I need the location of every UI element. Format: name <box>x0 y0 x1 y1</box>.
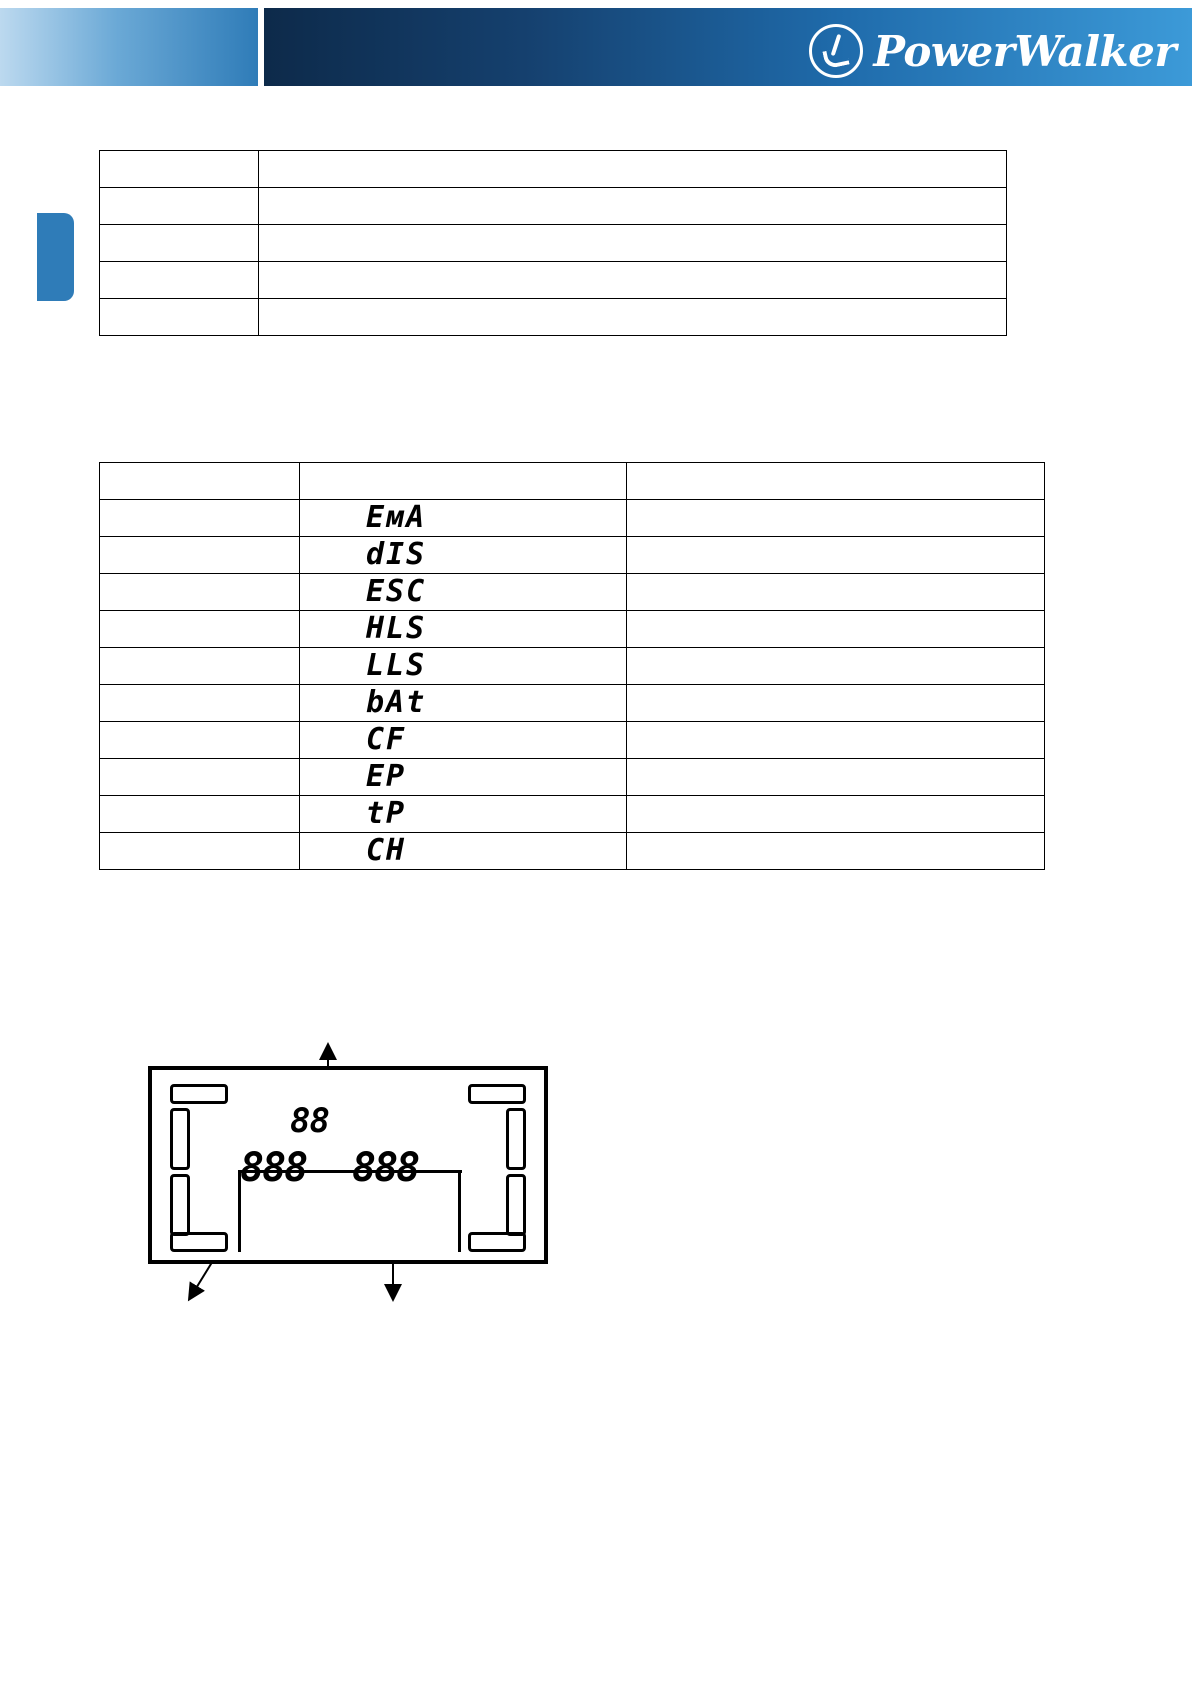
table-two-cell-label <box>100 537 300 574</box>
lcd-code-text: LLS <box>366 648 427 683</box>
table-two-cell-code <box>300 537 627 574</box>
lcd-code-text: EP <box>366 759 407 794</box>
page-side-tab <box>37 213 74 301</box>
lcd-corner-segment <box>468 1232 526 1252</box>
table-two-cell-desc <box>627 611 1045 648</box>
lcd-panel <box>148 1066 548 1264</box>
lcd-corner-segment <box>170 1108 190 1170</box>
table-header-row <box>100 463 1045 500</box>
table-two-cell-label <box>100 648 300 685</box>
table-two-cell-code <box>300 833 627 870</box>
table-two-cell-code <box>300 685 627 722</box>
table-two-cell-label <box>100 759 300 796</box>
table-one-cell-value <box>259 299 1007 336</box>
table-row <box>100 759 1045 796</box>
table-two-cell-label <box>100 722 300 759</box>
table-one-cell-value <box>259 262 1007 299</box>
table-row <box>100 537 1045 574</box>
table-two-cell-code <box>300 500 627 537</box>
table-two-cell-desc <box>627 574 1045 611</box>
table-two-header-cell <box>627 463 1045 500</box>
table-one <box>99 150 1007 336</box>
table-two-cell-label <box>100 500 300 537</box>
lcd-divider-right <box>458 1170 461 1252</box>
table-one-cell-label <box>100 262 259 299</box>
table-two-cell-label <box>100 833 300 870</box>
table-row <box>100 722 1045 759</box>
table-two-cell-desc <box>627 796 1045 833</box>
table-two-header-cell <box>300 463 627 500</box>
table-row <box>100 833 1045 870</box>
page-header <box>0 0 1192 95</box>
lcd-corner-segment <box>170 1232 228 1252</box>
table-two-cell-desc <box>627 833 1045 870</box>
lcd-code-text: tP <box>366 796 407 831</box>
lcd-corner-segment <box>506 1108 526 1170</box>
table-row <box>100 796 1045 833</box>
table-two-cell-desc <box>627 722 1045 759</box>
lcd-display-diagram <box>148 1040 568 1310</box>
lcd-code-text: CH <box>366 833 407 868</box>
table-two-cell-label <box>100 685 300 722</box>
table-two-cell-desc <box>627 500 1045 537</box>
lcd-code-text: EмA <box>366 500 427 535</box>
table-one-cell-label <box>100 225 259 262</box>
table-row <box>100 648 1045 685</box>
table-two-cell-label <box>100 611 300 648</box>
table-row <box>100 574 1045 611</box>
table-two-cell-code <box>300 648 627 685</box>
table-row <box>100 611 1045 648</box>
table-row <box>100 685 1045 722</box>
brand-name: PowerWalker <box>873 26 1176 76</box>
table-two-cell-code <box>300 759 627 796</box>
lcd-corner-segment <box>170 1084 228 1104</box>
table-one-cell-value <box>259 188 1007 225</box>
table-row <box>100 188 1007 225</box>
table-one-cell-label <box>100 188 259 225</box>
table-one-cell-value <box>259 151 1007 188</box>
brand-logo <box>809 24 1176 78</box>
lcd-code-text: HLS <box>366 611 427 646</box>
lcd-left-segment-value: 888 <box>240 1145 307 1191</box>
table-two-cell-code <box>300 611 627 648</box>
table-one-cell-label <box>100 299 259 336</box>
table-two-cell-label <box>100 574 300 611</box>
lcd-code-text: dIS <box>366 537 427 572</box>
table-two-cell-code <box>300 722 627 759</box>
table-row <box>100 225 1007 262</box>
table-two-cell-label <box>100 796 300 833</box>
table-row <box>100 299 1007 336</box>
lcd-code-text: CF <box>366 722 407 757</box>
powerwalker-logo-icon <box>809 24 863 78</box>
table-two-cell-desc <box>627 648 1045 685</box>
table-row <box>100 262 1007 299</box>
table-two-header-cell <box>100 463 300 500</box>
table-two-cell-code <box>300 574 627 611</box>
lcd-code-text: ESC <box>366 574 427 609</box>
table-two-cell-code <box>300 796 627 833</box>
lcd-top-segment-value: 88 <box>290 1101 329 1141</box>
lcd-code-text: bAt <box>366 685 427 720</box>
table-two-cell-desc <box>627 537 1045 574</box>
table-one-cell-value <box>259 225 1007 262</box>
lcd-corner-segment <box>170 1174 190 1236</box>
lcd-corner-segment <box>468 1084 526 1104</box>
table-two-cell-desc <box>627 759 1045 796</box>
table-row <box>100 151 1007 188</box>
table-two <box>99 462 1045 870</box>
lcd-right-segment-value: 888 <box>352 1145 419 1191</box>
lcd-corner-segment <box>506 1174 526 1236</box>
table-row <box>100 500 1045 537</box>
header-accent-bar-left <box>0 8 258 86</box>
table-two-cell-desc <box>627 685 1045 722</box>
table-one-cell-label <box>100 151 259 188</box>
